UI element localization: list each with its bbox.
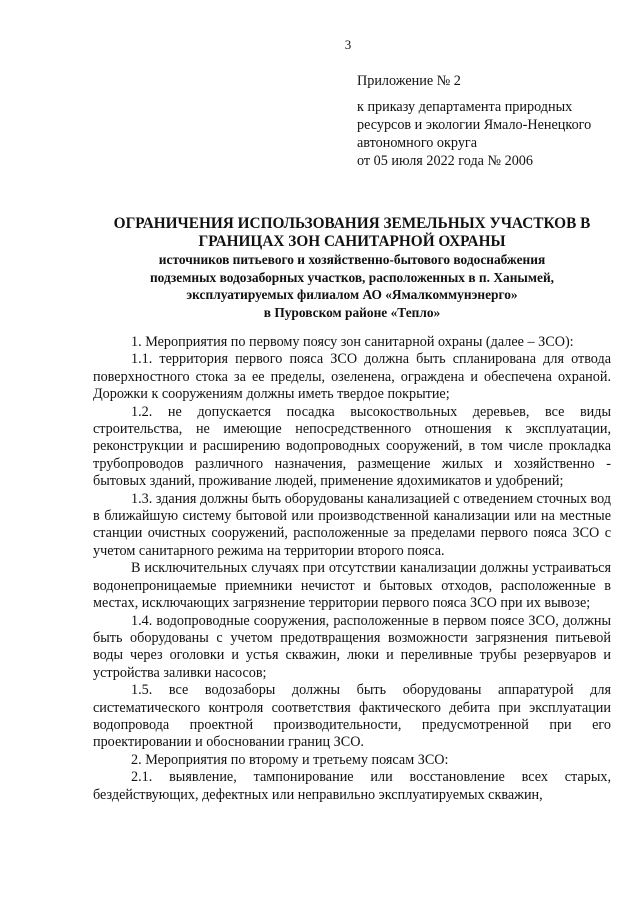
heading-sub-line: источников питьевого и хозяйственно-бытового водоснабжения	[158, 252, 546, 267]
paragraph: 1.3. здания должны быть оборудованы канализацией с отведением сточных вод в ближайшую систему бытовой или производственной канализации или на местные станции очистных сооружений, расположенные за пределами первого пояса ЗСО с учетом санитарного режима на территории второго пояса.	[93, 490, 611, 559]
paragraph: 1.4. водопроводные сооружения, расположенные в первом поясе ЗСО, должны быть оборудованы с учетом предотвращения возможности загрязнения питьевой воды через оголовки и устья скважин, люки и переливные трубы резервуаров и устройства заливки насосов;	[93, 612, 611, 681]
appendix-line: от 05 июля 2022 года № 2006	[357, 153, 533, 169]
page-number: 3	[344, 37, 352, 52]
appendix-block	[357, 72, 617, 170]
paragraph: 1.5. все водозаборы должны быть оборудованы аппаратурой для систематического контроля соответствия фактического дебита при эксплуатации водопровода проектной производительности, предусмотренной при его проектировании и обосновании границ ЗСО.	[93, 682, 611, 751]
appendix-line: к приказу департамента природных	[357, 99, 573, 115]
document-body	[93, 334, 611, 804]
heading-sub-line: в Пуровском районе «Тепло»	[263, 304, 441, 320]
paragraph: 2.1. выявление, тампонирование или восстановление всех старых, бездействующих, дефектных или неправильно эксплуатируемых скважин,	[93, 769, 611, 803]
heading-sub-line: подземных водозаборных участков, расположенных в п. Ханымей,	[149, 269, 555, 285]
paragraph: 2. Мероприятия по второму и третьему поясам ЗСО:	[131, 751, 449, 768]
appendix-title: Приложение № 2	[357, 73, 461, 89]
document-heading	[92, 215, 612, 321]
heading-main-line: ГРАНИЦАХ ЗОН САНИТАРНОЙ ОХРАНЫ	[198, 233, 506, 250]
heading-main-line: ОГРАНИЧЕНИЯ ИСПОЛЬЗОВАНИЯ ЗЕМЕЛЬНЫХ УЧАСТКОВ В	[113, 215, 591, 232]
paragraph: 1.2. не допускается посадка высокоствольных деревьев, все виды строительства, не имеющие непосредственного отношения к эксплуатации, реконструкции и расширению водопроводных сооружений, в том числе прокладка трубопроводов различного назначения, размещение жилых и хозяйственно - бытовых зданий, проживание людей, применение ядохимикатов и удобрений;	[93, 403, 611, 490]
paragraph: 1.1. территория первого пояса ЗСО должна быть спланирована для отвода поверхностного стока за ее пределы, озеленена, ограждена и обеспечена охраной. Дорожки к сооружениям должны иметь твердое покрытие;	[93, 351, 611, 403]
heading-sub-line: эксплуатируемых филиалом АО «Ямалкоммунэнерго»	[186, 287, 518, 302]
appendix-line: ресурсов и экологии Ямало-Ненецкого	[357, 117, 592, 133]
paragraph: В исключительных случаях при отсутствии канализации должны устраиваться водонепроницаемые приемники нечистот и бытовых отходов, расположенные в местах, исключающих загрязнение территории первого пояса ЗСО при их вывозе;	[93, 560, 611, 612]
paragraph: 1. Мероприятия по первому поясу зон санитарной охраны (далее – ЗСО):	[131, 334, 574, 350]
appendix-line: автономного округа	[357, 135, 478, 151]
